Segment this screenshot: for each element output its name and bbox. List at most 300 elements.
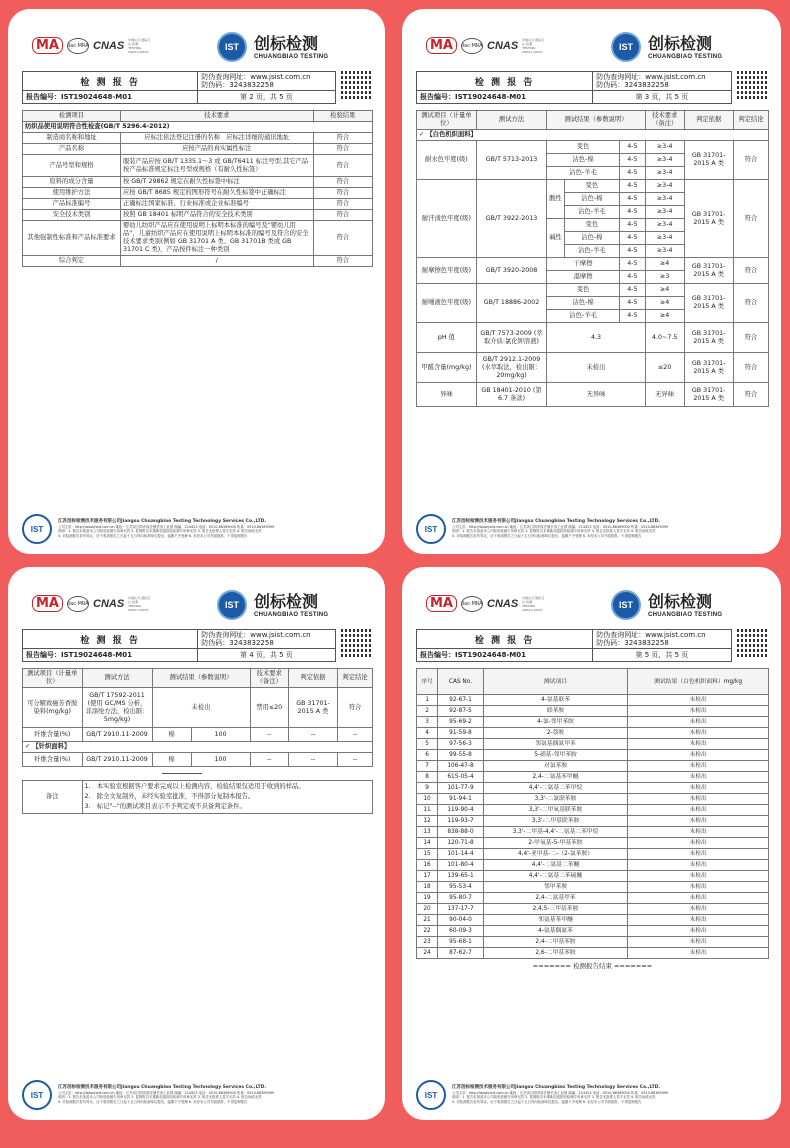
table-row bbox=[417, 141, 769, 154]
table-cell: 120-71-8 bbox=[438, 838, 484, 849]
footer-line2: 说明：1. 报告未加盖本公司检验检测专用章无效 2. 复制报告未重新加盖检验检测专用章无效 3. 报告无批准人签字无效 4. 报告涂改无效 bbox=[58, 529, 262, 533]
table-cell: 棉 bbox=[152, 728, 191, 742]
table-cell: 碱性 bbox=[547, 219, 565, 258]
footer-line1: 公司主页：http://www.jsist.com.cn 地址：江苏省江阴市周庄镇长寿工业园 邮编：214423 电话：0510-86369000 传真：0510-86369399 bbox=[452, 1090, 669, 1095]
table-cell: 4-5 bbox=[619, 310, 645, 323]
table-cell: 97-56-3 bbox=[438, 739, 484, 750]
cnas-logo: CNAS bbox=[93, 39, 125, 52]
table-cell: 正确标注国家标准、行业标准或企业标准编号 bbox=[121, 199, 314, 210]
cma-logo: MA bbox=[32, 595, 63, 612]
footer-text bbox=[452, 1085, 769, 1104]
table-cell: 4-5 bbox=[619, 232, 645, 245]
report-page-3 bbox=[402, 9, 781, 554]
table-row bbox=[417, 750, 769, 761]
table-row bbox=[23, 199, 373, 210]
table-cell: 纤维含量(%) bbox=[23, 753, 83, 767]
remark-item: 1. 本实验室根据客户要求完成以上检测内容，检验结果仅适用于收到的样品。 bbox=[84, 783, 305, 790]
remark-item: 2. 除全文复制外，未经实验室批准，不得部分复制本报告。 bbox=[84, 793, 255, 800]
table-cell: 按 GB/T 29862 规定在耐久性标签中标注 bbox=[121, 177, 314, 188]
table-cell: 16 bbox=[417, 860, 438, 871]
col-header: 测试项目（计量单位） bbox=[23, 669, 83, 688]
table-cell: 3 bbox=[417, 717, 438, 728]
table-cell: 92-67-1 bbox=[438, 695, 484, 706]
table-cell: 耐汗渍色牢度(级) bbox=[417, 180, 477, 258]
table-cell: 未检出 bbox=[628, 871, 769, 882]
cert-logos bbox=[426, 595, 544, 612]
table-cell: 未检出 bbox=[628, 772, 769, 783]
col-header: 技术要求 bbox=[121, 111, 314, 122]
cnas-caption: 中国认可 国际互认 检测 TESTING CNAS L10037 bbox=[128, 37, 151, 54]
cnas-caption: 中国认可 国际互认 检测 TESTING CNAS L10037 bbox=[522, 37, 545, 54]
remarks-text bbox=[82, 781, 373, 814]
table-cell: ≥3-4 bbox=[645, 219, 684, 232]
table-row bbox=[417, 717, 769, 728]
table-cell: GB/T 18886-2002 bbox=[476, 284, 546, 323]
table-cell: GB 31701-2015 A 类 bbox=[684, 180, 733, 258]
table-cell: 4-5 bbox=[619, 258, 645, 271]
table-row bbox=[417, 783, 769, 794]
anticode: 3243832258 bbox=[624, 81, 669, 89]
section-title: ✓ 【白色机织面料】 bbox=[417, 130, 769, 141]
table-cell: 2-萘胺 bbox=[483, 728, 627, 739]
cma-logo: MA bbox=[426, 37, 457, 54]
ilac-logo: ilac·MRA bbox=[67, 596, 89, 612]
table-row bbox=[23, 728, 373, 742]
table-cell: 19 bbox=[417, 893, 438, 904]
table-cell: 无异味 bbox=[645, 383, 684, 407]
table-cell: 139-65-1 bbox=[438, 871, 484, 882]
table-cell: 符合 bbox=[313, 221, 373, 256]
website: 防伪查询网址：www.jsist.com.cn bbox=[201, 73, 311, 81]
table-row bbox=[417, 706, 769, 717]
brand-cn: 创标检测 bbox=[648, 592, 713, 611]
brand-en: CHUANGBIAO TESTING bbox=[254, 612, 329, 618]
table-row bbox=[23, 210, 373, 221]
table-cell: GB 31701-2015 A 类 bbox=[684, 353, 733, 383]
website: 防伪查询网址：www.jsist.com.cn bbox=[596, 73, 706, 81]
table-cell: 未检出 bbox=[628, 750, 769, 761]
cert-logos bbox=[426, 37, 544, 54]
cnas-caption: 中国认可 国际互认 检测 TESTING CNAS L10037 bbox=[128, 595, 151, 612]
company-name: 江苏创标检测技术服务有限公司Jiangsu Chuangbiao Testing Technology Services Co.,LTD. bbox=[452, 519, 661, 524]
table-cell: GB 31701-2015 A 类 bbox=[289, 688, 338, 728]
page-number: 第 3 页，共 5 页 bbox=[593, 91, 731, 104]
table-cell: 4-5 bbox=[619, 284, 645, 297]
table-cell: 符合 bbox=[733, 141, 768, 180]
anticode: 3243832258 bbox=[624, 639, 669, 647]
table-cell: GB/T 2910.11-2009 bbox=[82, 753, 152, 767]
table-cell: 纤维含量(%) bbox=[23, 728, 83, 742]
anti-fake-info bbox=[198, 630, 335, 649]
divider bbox=[162, 773, 202, 774]
table-cell: / bbox=[121, 256, 314, 267]
table-cell: 未检出 bbox=[628, 695, 769, 706]
cert-logos bbox=[32, 37, 150, 54]
table-cell: 沾色-棉 bbox=[564, 232, 619, 245]
table-cell: 4 bbox=[417, 728, 438, 739]
footer-line2: 说明：1. 报告未加盖本公司检验检测专用章无效 2. 复制报告未重新加盖检验检测专用章无效 3. 报告无批准人签字无效 4. 报告涂改无效 bbox=[452, 1095, 656, 1099]
table-row bbox=[417, 180, 769, 193]
table-cell: ≥4 bbox=[645, 297, 684, 310]
table-row bbox=[417, 838, 769, 849]
table-cell: 21 bbox=[417, 915, 438, 926]
anti-fake-info bbox=[198, 72, 335, 91]
table-cell: -- bbox=[289, 753, 338, 767]
anticode: 3243832258 bbox=[229, 639, 274, 647]
table-cell: 可分解致癌芳香胺染料(mg/kg) bbox=[23, 688, 83, 728]
azo-table bbox=[22, 668, 373, 767]
table-cell: 3,3'-二甲基-4,4'-二氨基二苯甲烷 bbox=[483, 827, 627, 838]
table-cell: 2-甲氧基-5-甲基苯胺 bbox=[483, 838, 627, 849]
company-name: 江苏创标检测技术服务有限公司Jiangsu Chuangbiao Testing Technology Services Co.,LTD. bbox=[452, 1085, 661, 1090]
table-cell: 产品号型和规格 bbox=[23, 155, 121, 177]
col-header: 测试结果（参数说明） bbox=[152, 669, 250, 688]
section-title: ✓ 【针织面料】 bbox=[23, 742, 373, 753]
table-row bbox=[23, 753, 373, 767]
table-cell: 沾色-羊毛 bbox=[547, 310, 620, 323]
table-cell: 4-氨基联苯 bbox=[483, 695, 627, 706]
table-cell: 4.0~7.5 bbox=[645, 323, 684, 353]
table-cell: 4-5 bbox=[619, 271, 645, 284]
footer-text bbox=[58, 519, 373, 538]
table-cell: 符合 bbox=[338, 688, 373, 728]
table-cell: 安全技术类别 bbox=[23, 210, 121, 221]
report-info-table bbox=[416, 629, 769, 662]
anti-fake-info bbox=[593, 72, 731, 91]
ist-seal-icon: IST bbox=[416, 514, 446, 544]
report-info-table bbox=[416, 71, 769, 104]
col-header: 检验结果 bbox=[313, 111, 373, 122]
table-cell: 变色 bbox=[547, 141, 620, 154]
table-cell: 异味 bbox=[417, 383, 477, 407]
section-title: 纺织品使用说明符合性检查(GB/T 5296.4-2012) bbox=[23, 122, 373, 133]
footer-line1: 公司主页：http://www.jsist.com.cn 地址：江苏省江阴市周庄镇长寿工业园 邮编：214423 电话：0510-86369000 传真：0510-86369399 bbox=[58, 524, 275, 529]
table-row bbox=[417, 284, 769, 297]
table-cell: 符合 bbox=[313, 256, 373, 267]
table-cell: 90-04-0 bbox=[438, 915, 484, 926]
table-cell: 838-88-0 bbox=[438, 827, 484, 838]
table-cell: 未检出 bbox=[628, 838, 769, 849]
footer-line1: 公司主页：http://www.jsist.com.cn 地址：江苏省江阴市周庄镇长寿工业园 邮编：214423 电话：0510-86369000 传真：0510-86369399 bbox=[452, 524, 669, 529]
qr-code-icon bbox=[737, 627, 769, 659]
table-cell: 符合 bbox=[313, 177, 373, 188]
report-header bbox=[416, 29, 769, 67]
table-cell: 92-87-5 bbox=[438, 706, 484, 717]
ist-logo: IST bbox=[217, 590, 247, 620]
table-cell: 未检出 bbox=[628, 849, 769, 860]
table-cell: 4.3 bbox=[547, 323, 646, 353]
ist-logo: IST bbox=[217, 32, 247, 62]
table-cell: 未检出 bbox=[547, 353, 646, 383]
anticode-label: 防伪码： bbox=[201, 639, 230, 647]
table-cell: 4,4'-二氨基二苯醚 bbox=[483, 860, 627, 871]
qr-code-icon bbox=[341, 69, 373, 101]
table-cell: ≥3-4 bbox=[645, 245, 684, 258]
table-cell: 24 bbox=[417, 948, 438, 959]
table-cell: ≥3-4 bbox=[645, 141, 684, 154]
report-header bbox=[416, 587, 769, 625]
table-cell: 5-硝基-邻甲苯胺 bbox=[483, 750, 627, 761]
table-cell: -- bbox=[250, 728, 289, 742]
table-cell: 未检出 bbox=[152, 688, 250, 728]
brand-name bbox=[648, 589, 722, 618]
ist-logo: IST bbox=[611, 590, 641, 620]
page-content bbox=[22, 587, 373, 1110]
table-row bbox=[417, 948, 769, 959]
report-footer bbox=[416, 1080, 769, 1110]
footer-line3: 5. 对检测报告若有异议，应于收到报告之日起十五日内向检测单位提出，逾期不予受理 6. 未经本公司书面批准，不得复制报告 bbox=[452, 533, 642, 538]
table-cell: ≤20 bbox=[645, 353, 684, 383]
table-row bbox=[23, 256, 373, 267]
table-cell: 未检出 bbox=[628, 860, 769, 871]
table-cell: 耐唾液色牢度(级) bbox=[417, 284, 477, 323]
table-cell: 7 bbox=[417, 761, 438, 772]
table-row bbox=[23, 188, 373, 199]
table-cell: 符合 bbox=[313, 133, 373, 144]
table-cell: 变色 bbox=[564, 219, 619, 232]
table-cell: 未检出 bbox=[628, 893, 769, 904]
table-cell: 3,3'-二甲基联苯胺 bbox=[483, 816, 627, 827]
table-cell: 9 bbox=[417, 783, 438, 794]
table-cell: 未检出 bbox=[628, 816, 769, 827]
table-cell: 12 bbox=[417, 816, 438, 827]
table-row bbox=[23, 688, 373, 728]
table-cell: 20 bbox=[417, 904, 438, 915]
table-cell: ≥3-4 bbox=[645, 232, 684, 245]
table-cell: 未检出 bbox=[628, 761, 769, 772]
table-cell: 100 bbox=[191, 753, 250, 767]
footer-line2: 说明：1. 报告未加盖本公司检验检测专用章无效 2. 复制报告未重新加盖检验检测专用章无效 3. 报告无批准人签字无效 4. 报告涂改无效 bbox=[452, 529, 656, 533]
table-cell: 119-93-7 bbox=[438, 816, 484, 827]
table-row bbox=[417, 728, 769, 739]
report-info-table bbox=[22, 71, 373, 104]
table-cell: 101-14-4 bbox=[438, 849, 484, 860]
table-cell: 4-5 bbox=[619, 219, 645, 232]
table-cell: 17 bbox=[417, 871, 438, 882]
table-row bbox=[417, 882, 769, 893]
cnas-logo: CNAS bbox=[487, 39, 519, 52]
table-cell: 耐摩擦色牢度(级) bbox=[417, 258, 477, 284]
table-cell: -- bbox=[289, 728, 338, 742]
table-cell: 60-09-3 bbox=[438, 926, 484, 937]
table-cell: 100 bbox=[191, 728, 250, 742]
table-cell: ≥3-4 bbox=[645, 193, 684, 206]
table-cell: 符合 bbox=[733, 258, 768, 284]
table-cell: 未检出 bbox=[628, 794, 769, 805]
table-cell: 符合 bbox=[313, 144, 373, 155]
table-cell: 4-5 bbox=[619, 245, 645, 258]
ist-seal-icon: IST bbox=[22, 514, 52, 544]
table-cell: GB 31701-2015 A 类 bbox=[684, 141, 733, 180]
table-cell: 符合 bbox=[733, 180, 768, 258]
footer-line3: 5. 对检测报告若有异议，应于收到报告之日起十五日内向检测单位提出，逾期不予受理 6. 未经本公司书面批准，不得复制报告 bbox=[58, 1099, 248, 1104]
table-cell: 沾色-羊毛 bbox=[564, 245, 619, 258]
anticode-label: 防伪码： bbox=[201, 81, 230, 89]
table-cell: -- bbox=[250, 753, 289, 767]
report-info-table bbox=[22, 629, 373, 662]
table-cell: 15 bbox=[417, 849, 438, 860]
table-cell: 婴幼儿纺织产品应在使用说明上标明本标准的编号及"婴幼儿用品"，儿童纺织产品应在使用说明上标明本标准的编号及符合的安全技术要求类别(例如 GB 31701 A 类、GB 31701B 类或 GB 31701 C 类)，产品按件标注一种类别 bbox=[121, 221, 314, 256]
table-cell: GB 31701-2015 A 类 bbox=[684, 284, 733, 323]
report-number: 报告编号：IST19024648-M01 bbox=[23, 649, 198, 662]
table-cell: 119-90-4 bbox=[438, 805, 484, 816]
table-cell: 101-77-9 bbox=[438, 783, 484, 794]
table-cell: 5 bbox=[417, 739, 438, 750]
col-header: 测试结果（白色机织面料）mg/kg bbox=[628, 669, 769, 695]
table-cell: GB/T 3922-2013 bbox=[476, 180, 546, 258]
table-cell: ≥4 bbox=[645, 284, 684, 297]
table-row bbox=[417, 383, 769, 407]
table-cell: 3,3'-二甲氧基联苯胺 bbox=[483, 805, 627, 816]
report-page-5 bbox=[402, 567, 781, 1120]
table-row bbox=[417, 860, 769, 871]
col-header: 测试方法 bbox=[476, 111, 546, 130]
table-cell: 沾色-棉 bbox=[547, 154, 620, 167]
table-cell: GB/T 2910.11-2009 bbox=[82, 728, 152, 742]
table-cell: 应按 GB/T 8685 规定的图形符号在耐久性标签中正确标注 bbox=[121, 188, 314, 199]
table-cell: 11 bbox=[417, 805, 438, 816]
table-row bbox=[417, 827, 769, 838]
brand-cn: 创标检测 bbox=[648, 34, 713, 53]
col-header: 测试结果（参数说明） bbox=[547, 111, 646, 130]
table-cell: 变色 bbox=[564, 180, 619, 193]
report-footer bbox=[416, 514, 769, 544]
remarks-table bbox=[22, 780, 373, 814]
table-row bbox=[417, 937, 769, 948]
table-row bbox=[417, 258, 769, 271]
cnas-caption: 中国认可 国际互认 检测 TESTING CNAS L10037 bbox=[522, 595, 545, 612]
table-cell: 变色 bbox=[547, 284, 620, 297]
table-cell: ≥4 bbox=[645, 310, 684, 323]
page-content bbox=[416, 587, 769, 1110]
table-cell: 4-氯-邻甲苯胺 bbox=[483, 717, 627, 728]
table-cell: 邻氨基偶氮甲苯 bbox=[483, 739, 627, 750]
remarks-label: 备注 bbox=[23, 781, 83, 814]
table-cell: 22 bbox=[417, 926, 438, 937]
cnas-logo: CNAS bbox=[487, 597, 519, 610]
ilac-logo: ilac·MRA bbox=[461, 596, 483, 612]
table-cell: 4-5 bbox=[619, 297, 645, 310]
footer-text bbox=[58, 1085, 373, 1104]
table-cell: ≥4 bbox=[645, 258, 684, 271]
footer-line3: 5. 对检测报告若有异议，应于收到报告之日起十五日内向检测单位提出，逾期不予受理 6. 未经本公司书面批准，不得复制报告 bbox=[58, 533, 248, 538]
table-cell: 沾色-羊毛 bbox=[547, 167, 620, 180]
fastness-table bbox=[416, 110, 769, 407]
qr-code-icon bbox=[737, 69, 769, 101]
table-cell: pH 值 bbox=[417, 323, 477, 353]
table-cell: 原料的成分含量 bbox=[23, 177, 121, 188]
table-cell: 4-5 bbox=[619, 141, 645, 154]
table-cell: 耐水色牢度(级) bbox=[417, 141, 477, 180]
table-row bbox=[417, 739, 769, 750]
anticode: 3243832258 bbox=[229, 81, 274, 89]
table-cell: 2,4-二甲基苯胺 bbox=[483, 937, 627, 948]
brand-name bbox=[254, 31, 328, 60]
report-end: ======= 检测报告结束 ======= bbox=[532, 962, 653, 970]
table-row bbox=[417, 871, 769, 882]
ist-seal-icon: IST bbox=[22, 1080, 52, 1110]
table-cell: 95-68-1 bbox=[438, 937, 484, 948]
col-header: 技术要求（备注） bbox=[250, 669, 289, 688]
website: 防伪查询网址：www.jsist.com.cn bbox=[596, 631, 706, 639]
table-cell: 101-80-4 bbox=[438, 860, 484, 871]
col-header: 判定依据 bbox=[289, 669, 338, 688]
table-row bbox=[417, 805, 769, 816]
table-cell: 按照 GB 18401 标明产品符合的安全技术类别 bbox=[121, 210, 314, 221]
table-cell: 邻氨基苯甲醚 bbox=[483, 915, 627, 926]
table-cell: 1 bbox=[417, 695, 438, 706]
table-cell: 未检出 bbox=[628, 717, 769, 728]
col-header: 测试方法 bbox=[82, 669, 152, 688]
table-cell: 137-17-7 bbox=[438, 904, 484, 915]
table-cell: 4-5 bbox=[619, 180, 645, 193]
table-cell: 使用维护方法 bbox=[23, 188, 121, 199]
col-header: 测试项目 bbox=[483, 669, 627, 695]
company-name: 江苏创标检测技术服务有限公司Jiangsu Chuangbiao Testing Technology Services Co.,LTD. bbox=[58, 1085, 267, 1090]
table-row bbox=[23, 221, 373, 256]
table-cell: ≥3-4 bbox=[645, 206, 684, 219]
table-cell: ≥3-4 bbox=[645, 180, 684, 193]
brand-name bbox=[648, 31, 722, 60]
table-cell: 未检出 bbox=[628, 882, 769, 893]
table-row bbox=[417, 772, 769, 783]
report-page-2 bbox=[8, 9, 385, 554]
table-cell: 2,4-二氨基甲苯 bbox=[483, 893, 627, 904]
table-cell: 对氯苯胺 bbox=[483, 761, 627, 772]
table-cell: 10 bbox=[417, 794, 438, 805]
table-row bbox=[417, 926, 769, 937]
col-header: 判定结论 bbox=[338, 669, 373, 688]
table-row bbox=[417, 816, 769, 827]
table-row bbox=[23, 144, 373, 155]
amine-table bbox=[416, 668, 769, 959]
table-cell: 甲醛含量(mg/kg) bbox=[417, 353, 477, 383]
table-cell: 未检出 bbox=[628, 904, 769, 915]
table-cell: 棉 bbox=[152, 753, 191, 767]
table-cell: 4,4'-二氨基二苯硫醚 bbox=[483, 871, 627, 882]
table-cell: -- bbox=[338, 728, 373, 742]
report-title: 检 测 报 告 bbox=[417, 72, 593, 91]
table-cell: 95-53-4 bbox=[438, 882, 484, 893]
table-cell: ≥3-4 bbox=[645, 154, 684, 167]
table-cell: 未检出 bbox=[628, 739, 769, 750]
report-footer bbox=[22, 514, 373, 544]
table-row bbox=[417, 761, 769, 772]
table-row bbox=[417, 353, 769, 383]
table-cell: 99-55-8 bbox=[438, 750, 484, 761]
table-row bbox=[417, 893, 769, 904]
table-cell: 未检出 bbox=[628, 915, 769, 926]
table-cell: 未检出 bbox=[628, 827, 769, 838]
table-cell: GB 31701-2015 A 类 bbox=[684, 323, 733, 353]
table-row bbox=[417, 794, 769, 805]
remark-item: 3. 标记"--"的测试项目表示不予判定或不具备判定条件。 bbox=[84, 803, 246, 810]
table-cell: 沾色-羊毛 bbox=[564, 206, 619, 219]
table-cell: 2,6-二甲基苯胺 bbox=[483, 948, 627, 959]
table-cell: 综合判定 bbox=[23, 256, 121, 267]
page-content bbox=[22, 29, 373, 544]
table-cell: 106-47-8 bbox=[438, 761, 484, 772]
table-cell: 3,3'-二氯联苯胺 bbox=[483, 794, 627, 805]
table-cell: 联苯胺 bbox=[483, 706, 627, 717]
table-cell: 4,4'-亚甲基-二-（2-氯苯胺） bbox=[483, 849, 627, 860]
page-number: 第 4 页，共 5 页 bbox=[198, 649, 335, 662]
brand-en: CHUANGBIAO TESTING bbox=[648, 54, 723, 60]
report-footer bbox=[22, 1080, 373, 1110]
table-cell: 95-69-2 bbox=[438, 717, 484, 728]
col-header: 测试项目（计量单位） bbox=[417, 111, 477, 130]
anticode-label: 防伪码： bbox=[596, 639, 625, 647]
